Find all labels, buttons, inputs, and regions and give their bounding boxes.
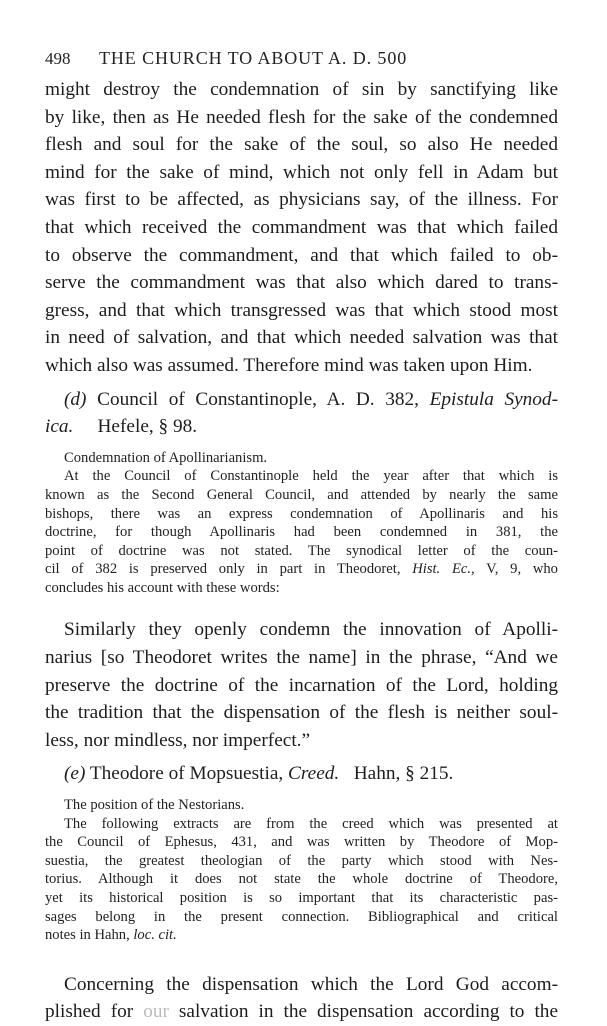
heading-work-title: Creed. [288, 763, 340, 785]
damaged-text: our [143, 1001, 169, 1023]
text-fragment: plished for [45, 1001, 144, 1023]
note-text: notes in Hahn, [45, 927, 134, 944]
text-line: that which received the commandment was that which failed [45, 216, 558, 238]
running-head-title: THE CHURCH TO ABOUT A. D. 500 [99, 48, 408, 68]
note-line: sages belong in the present connection. Bibliographical and critical [45, 908, 558, 925]
section-label: (d) [64, 388, 87, 410]
section-label: (e) [64, 763, 86, 785]
text-line: by like, then as He needed flesh for the sake of the condemned [45, 106, 558, 128]
heading-line [45, 760, 558, 788]
text-line: Concerning the dispensation which the Lord God accom- [64, 973, 558, 995]
text-line: which also was assumed. Therefore mind was taken upon Him. [45, 354, 533, 376]
section-e-note [45, 796, 558, 945]
note-line: The following extracts are from the creed which was presented at [64, 815, 558, 832]
note-line: the Council of Ephesus, 431, and was written by Theodore of Mop- [45, 834, 558, 851]
heading-line [45, 413, 558, 441]
citation-title: Hist. Ec. [412, 561, 471, 578]
note-line: doctrine, for though Apollinaris had been condemned in 381, the [45, 524, 558, 541]
note-line: yet its historical position is so important that its characteristic pas- [45, 890, 558, 906]
text-line: Similarly they openly condemn the innovation of Apolli- [64, 619, 558, 641]
section-d-note [45, 449, 558, 598]
note-line: concludes his account with these words: [45, 579, 280, 596]
note-line: known as the Second General Council, and attended by nearly the same [45, 486, 558, 503]
note-text: , V, 9, who [470, 561, 558, 578]
text-line: was first to be affected, as physicians say, of the illness. For [45, 189, 558, 211]
text-line: preserve the doctrine of the incarnation of the Lord, holding [45, 674, 558, 696]
section-d-heading [45, 386, 558, 441]
note-text: cil of 382 is preserved only in part in Theodoret, [45, 561, 413, 578]
note-line: torius. Although it does not state the whole doctrine of Theodore, [45, 871, 558, 888]
section-summary: The position of the Nestorians. [64, 797, 245, 814]
section-summary: Condemnation of Apollinarianism. [64, 449, 268, 466]
note-line [45, 560, 558, 579]
text-line: in need of salvation, and that which needed salvation was that [45, 327, 558, 349]
text-line: serve the commandment was that also which dared to trans- [45, 272, 558, 294]
note-line: At the Council of Constantinople held the year after that which is [64, 468, 558, 485]
text-line: mind for the sake of mind, which not only fell in Adam but [45, 161, 558, 183]
heading-line [45, 386, 558, 414]
section-e-text [45, 971, 558, 1026]
text-line: less, nor mindless, nor imperfect.” [45, 729, 311, 751]
heading-reference: Hahn, § 215. [353, 763, 454, 785]
text-line: might destroy the condemnation of sin by sanctifying like [45, 79, 558, 100]
note-line: point of doctrine was not stated. The synodical letter of the coun- [45, 542, 558, 559]
book-page [45, 44, 558, 1026]
running-head [45, 44, 558, 72]
text-line: the tradition that the dispensation of the flesh is neither soul- [45, 702, 558, 724]
heading-source: Theodore of Mopsuestia, [89, 763, 289, 785]
heading-work-title: Epistula Synod- [429, 388, 558, 410]
note-line: bishops, there was an express condemnation of Apollinaris and his [45, 505, 558, 522]
heading-reference: Hefele, § 98. [97, 416, 198, 438]
note-line: suestia, the greatest theologian of the party which stood with Nes- [45, 852, 558, 869]
section-d-quote [45, 616, 558, 754]
page-number: 498 [45, 49, 71, 68]
heading-source: Council of Constantinople, A. D. 382, [97, 388, 430, 410]
text-line: to observe the commandment, and that which failed to ob- [45, 244, 558, 266]
heading-work-title-cont: ica. [45, 416, 74, 438]
citation-abbrev: loc. cit. [133, 927, 177, 944]
text-line [45, 998, 558, 1026]
section-e-heading [45, 760, 558, 788]
text-fragment: salvation in the dispensation according to the [168, 1001, 559, 1023]
text-line: gress, and that which transgressed was that which stood most [45, 299, 558, 321]
text-line: narius [so Theodoret writes the name] in the phrase, “And we [45, 647, 558, 669]
text-line: flesh and soul for the sake of the soul, so also He needed [45, 134, 558, 156]
opening-paragraph [45, 76, 558, 380]
note-line [45, 926, 558, 945]
